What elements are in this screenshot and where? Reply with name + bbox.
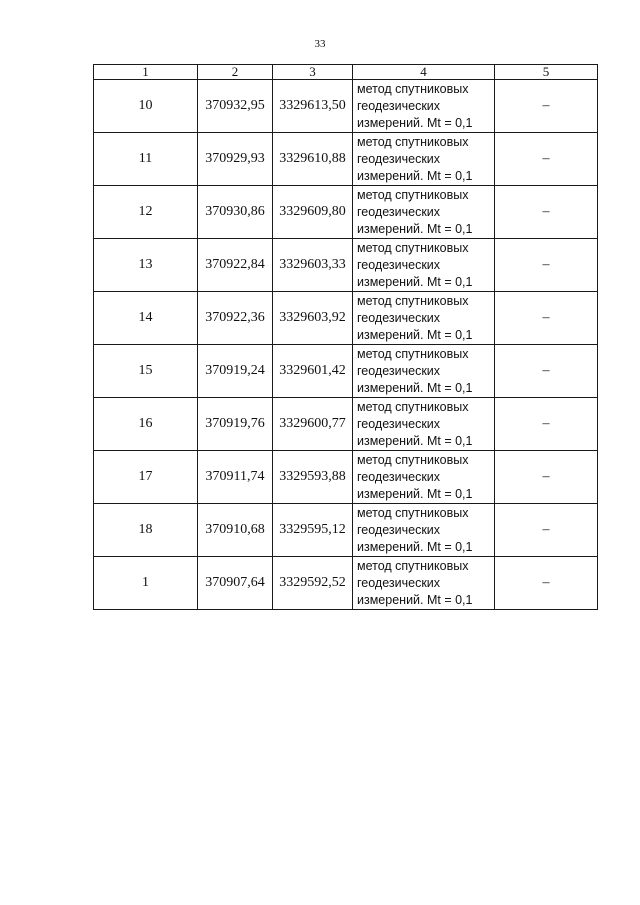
table-row: [94, 80, 598, 133]
point-number-cell: 18: [94, 504, 198, 557]
note-cell: –: [495, 292, 598, 345]
method-line-3: измерений. Mt = 0,1: [357, 592, 473, 607]
y-coordinate-cell: 3329595,12: [273, 504, 353, 557]
note-cell: –: [495, 504, 598, 557]
x-coordinate-cell: 370919,76: [198, 398, 273, 451]
x-coordinate-cell: 370919,24: [198, 345, 273, 398]
note-cell: –: [495, 80, 598, 133]
point-number-cell: 10: [94, 80, 198, 133]
x-coordinate-cell: 370929,93: [198, 133, 273, 186]
point-number-cell: 15: [94, 345, 198, 398]
header-col-2: 2: [198, 65, 273, 80]
point-number-cell: 13: [94, 239, 198, 292]
method-line-2: геодезических: [357, 363, 441, 378]
table-body: [94, 80, 598, 610]
method-line-2: геодезических: [357, 310, 441, 325]
method-line-1: метод спутниковых: [357, 134, 469, 149]
y-coordinate-cell: 3329609,80: [273, 186, 353, 239]
y-coordinate-cell: 3329600,77: [273, 398, 353, 451]
table-row: [94, 133, 598, 186]
x-coordinate-cell: 370922,84: [198, 239, 273, 292]
note-cell: –: [495, 133, 598, 186]
y-coordinate-cell: 3329592,52: [273, 557, 353, 610]
header-row: [94, 65, 598, 80]
table-row: [94, 345, 598, 398]
method-line-2: геодезических: [357, 257, 441, 272]
method-line-2: геодезических: [357, 575, 441, 590]
note-cell: –: [495, 557, 598, 610]
x-coordinate-cell: 370910,68: [198, 504, 273, 557]
method-line-2: геодезических: [357, 469, 441, 484]
x-coordinate-cell: 370922,36: [198, 292, 273, 345]
method-cell: [353, 80, 495, 133]
method-line-1: метод спутниковых: [357, 452, 469, 467]
method-cell: [353, 451, 495, 504]
method-line-3: измерений. Mt = 0,1: [357, 539, 473, 554]
method-line-2: геодезических: [357, 98, 441, 113]
note-cell: –: [495, 451, 598, 504]
method-line-3: измерений. Mt = 0,1: [357, 327, 473, 342]
method-line-2: геодезических: [357, 151, 441, 166]
point-number-cell: 12: [94, 186, 198, 239]
table-row: [94, 239, 598, 292]
x-coordinate-cell: 370911,74: [198, 451, 273, 504]
y-coordinate-cell: 3329603,33: [273, 239, 353, 292]
point-number-cell: 11: [94, 133, 198, 186]
method-line-1: метод спутниковых: [357, 346, 469, 361]
table-row: [94, 451, 598, 504]
point-number-cell: 17: [94, 451, 198, 504]
method-cell: [353, 186, 495, 239]
header-col-3: 3: [273, 65, 353, 80]
method-line-1: метод спутниковых: [357, 187, 469, 202]
note-cell: –: [495, 398, 598, 451]
header-col-1: 1: [94, 65, 198, 80]
y-coordinate-cell: 3329593,88: [273, 451, 353, 504]
y-coordinate-cell: 3329613,50: [273, 80, 353, 133]
x-coordinate-cell: 370907,64: [198, 557, 273, 610]
method-line-2: геодезических: [357, 204, 441, 219]
x-coordinate-cell: 370930,86: [198, 186, 273, 239]
table-row: [94, 186, 598, 239]
point-number-cell: 14: [94, 292, 198, 345]
method-line-3: измерений. Mt = 0,1: [357, 380, 473, 395]
method-line-3: измерений. Mt = 0,1: [357, 115, 473, 130]
method-line-3: измерений. Mt = 0,1: [357, 433, 473, 448]
method-line-3: измерений. Mt = 0,1: [357, 168, 473, 183]
point-number-cell: 1: [94, 557, 198, 610]
note-cell: –: [495, 345, 598, 398]
method-cell: [353, 398, 495, 451]
method-line-2: геодезических: [357, 522, 441, 537]
method-line-3: измерений. Mt = 0,1: [357, 221, 473, 236]
method-line-1: метод спутниковых: [357, 399, 469, 414]
method-line-1: метод спутниковых: [357, 81, 469, 96]
y-coordinate-cell: 3329601,42: [273, 345, 353, 398]
method-line-1: метод спутниковых: [357, 293, 469, 308]
table-row: [94, 292, 598, 345]
note-cell: –: [495, 239, 598, 292]
header-col-5: 5: [495, 65, 598, 80]
method-line-3: измерений. Mt = 0,1: [357, 274, 473, 289]
y-coordinate-cell: 3329610,88: [273, 133, 353, 186]
method-cell: [353, 504, 495, 557]
method-line-1: метод спутниковых: [357, 240, 469, 255]
method-cell: [353, 133, 495, 186]
y-coordinate-cell: 3329603,92: [273, 292, 353, 345]
method-line-3: измерений. Mt = 0,1: [357, 486, 473, 501]
table-row: [94, 398, 598, 451]
header-col-4: 4: [353, 65, 495, 80]
method-cell: [353, 239, 495, 292]
method-line-2: геодезических: [357, 416, 441, 431]
x-coordinate-cell: 370932,95: [198, 80, 273, 133]
method-cell: [353, 345, 495, 398]
method-line-1: метод спутниковых: [357, 505, 469, 520]
table-row: [94, 504, 598, 557]
note-cell: –: [495, 186, 598, 239]
coordinates-table: [93, 64, 598, 610]
point-number-cell: 16: [94, 398, 198, 451]
table-row: [94, 557, 598, 610]
method-cell: [353, 557, 495, 610]
method-line-1: метод спутниковых: [357, 558, 469, 573]
method-cell: [353, 292, 495, 345]
page-number: 33: [314, 38, 326, 50]
table-header: [94, 65, 598, 80]
